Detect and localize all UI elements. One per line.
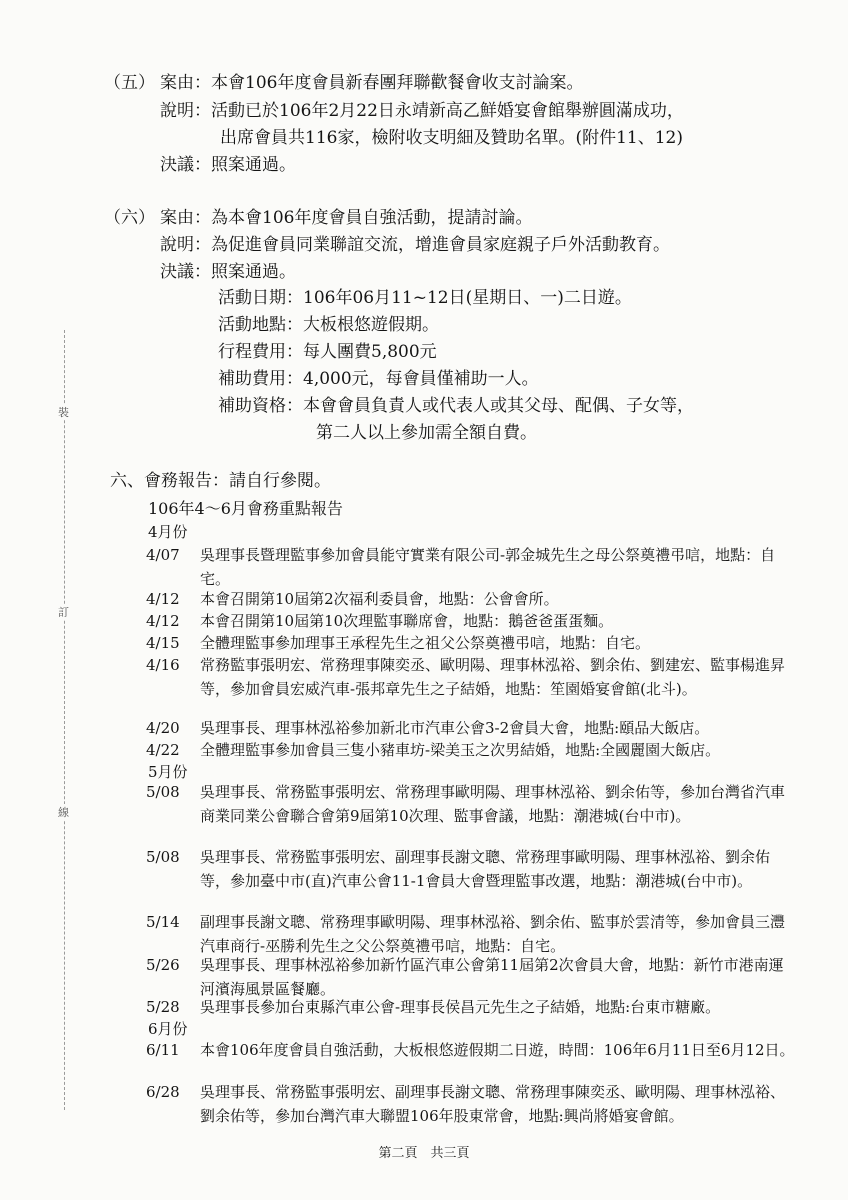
entry-text: 吳理事長、理事林泓裕參加新竹區汽車公會第11屆第2次會員大會，地點：新竹市港南運河濱海風景區餐廳。	[200, 956, 784, 998]
entry-date: 4/16	[146, 656, 180, 674]
binding-mark-ding: 訂	[58, 606, 69, 619]
report-entry	[146, 543, 796, 591]
entry-text: 常務監事張明宏、常務理事陳奕丞、歐明陽、理事林泓裕、劉余佑、劉建宏、監事楊進昇等，參加會員宏威汽車-張邦章先生之子結婚，地點：笙園婚宴會館(北斗)。	[200, 656, 786, 698]
subsidy-text: 4,000元，每會員僅補助一人。	[303, 369, 539, 389]
item-number: （五）	[104, 73, 155, 93]
activity-date-label: 活動日期：	[218, 288, 303, 308]
entry-date: 4/15	[146, 634, 180, 652]
entry-date: 6/28	[146, 1083, 180, 1101]
entry-date: 4/12	[146, 590, 180, 608]
entry-text: 吳理事長參加台東縣汽車公會-理事長侯昌元先生之子結婚，地點:台東市糖廠。	[200, 998, 721, 1016]
entry-text: 吳理事長暨理監事參加會員能守實業有限公司-郭金城先生之母公祭奠禮弔唁，地點：自宅。	[200, 546, 776, 588]
report-entry	[146, 995, 796, 1019]
report-entry	[146, 631, 796, 655]
report-entry	[146, 780, 796, 828]
trip-cost-label: 行程費用：	[218, 342, 303, 362]
explanation-text: 活動已於106年2月22日永靖新高乙鮮婚宴會館舉辦圓滿成功，	[211, 101, 684, 121]
report-entry	[146, 587, 796, 611]
report-entry	[146, 716, 796, 740]
report-entry	[146, 653, 796, 701]
report-entry	[146, 609, 796, 633]
entry-text: 副理事長謝文聰、常務理事歐明陽、理事林泓裕、劉余佑、監事於雲清等，參加會員三灃汽車商行-巫勝利先生之父公祭奠禮弔唁，地點：自宅。	[200, 913, 786, 955]
explanation-label: 說明：	[160, 235, 211, 255]
entry-date: 5/08	[146, 783, 180, 801]
report-entry	[146, 910, 796, 958]
explanation-text: 為促進會員同業聯誼交流，增進會員家庭親子戶外活動教育。	[211, 235, 670, 255]
report-entry	[146, 845, 796, 893]
case-label: 案由：	[160, 208, 211, 228]
report-entry	[146, 1038, 796, 1062]
entry-text: 全體理監事參加會員三隻小豬車坊-梁美玉之次男結婚，地點:全國麗園大飯店。	[200, 741, 721, 759]
month-may: 5月份	[148, 763, 188, 781]
case-text: 本會106年度會員新春團拜聯歡餐會收支討論案。	[211, 73, 584, 93]
explanation-text-cont: 出席會員共116家，檢附收支明細及贊助名單。(附件11、12)	[220, 128, 683, 148]
month-april: 4月份	[148, 523, 188, 541]
report-subheading: 106年4～6月會務重點報告	[148, 499, 343, 518]
activity-date-text: 106年06月11~12日(星期日、一)二日遊。	[303, 288, 632, 308]
binding-mark-zhuang: 裝	[58, 406, 69, 419]
entry-text: 吳理事長、常務監事張明宏、常務理事歐明陽、理事林泓裕、劉余佑等，參加台灣省汽車商業同業公會聯合會第9屆第10次理、監事會議，地點：潮港城(台中市)。	[200, 783, 786, 825]
month-june: 6月份	[148, 1020, 188, 1038]
explanation-label: 說明：	[160, 101, 211, 121]
entry-date: 4/20	[146, 719, 180, 737]
entry-text: 吳理事長、常務監事張明宏、副理事長謝文聰、常務理事陳奕丞、歐明陽、理事林泓裕、劉余佑等，參加台灣汽車大聯盟106年股東常會，地點:興尚將婚宴會館。	[200, 1083, 786, 1125]
resolution-text: 照案通過。	[211, 262, 296, 282]
report-entry	[146, 738, 796, 762]
subsidy-label: 補助費用：	[218, 369, 303, 389]
trip-cost-text: 每人團費5,800元	[303, 342, 437, 362]
case-label: 案由：	[160, 73, 211, 93]
page-footer: 第二頁 共三頁	[378, 1146, 470, 1161]
entry-date: 6/11	[146, 1041, 180, 1059]
entry-date: 5/08	[146, 848, 180, 866]
binding-line	[64, 330, 65, 1110]
report-entry	[146, 953, 796, 1001]
activity-location-text: 大板根悠遊假期。	[303, 315, 439, 335]
entry-text: 本會召開第10屆第10次理監事聯席會，地點：鵝爸爸蛋蛋麵。	[200, 612, 614, 630]
entry-text: 本會106年度會員自強活動，大板根悠遊假期二日遊，時間：106年6月11日至6月12日。	[200, 1041, 795, 1059]
binding-mark-xian: 線	[58, 806, 69, 819]
entry-text: 吳理事長、理事林泓裕參加新北市汽車公會3-2會員大會，地點:頤品大飯店。	[200, 719, 710, 737]
report-heading: 六、會務報告：請自行參閱。	[110, 471, 331, 491]
resolution-text: 照案通過。	[211, 155, 296, 175]
resolution-label: 決議：	[160, 155, 211, 175]
entry-date: 5/26	[146, 956, 180, 974]
eligibility-label: 補助資格：	[218, 396, 303, 416]
eligibility-text: 本會會員負責人或代表人或其父母、配偶、子女等，	[303, 396, 694, 416]
entry-text: 全體理監事參加理事王承程先生之祖父公祭奠禮弔唁，地點：自宅。	[200, 634, 651, 652]
resolution-label: 決議：	[160, 262, 211, 282]
entry-date: 4/12	[146, 612, 180, 630]
eligibility-text-cont: 第二人以上參加需全額自費。	[316, 423, 537, 443]
entry-date: 5/28	[146, 998, 180, 1016]
entry-text: 吳理事長、常務監事張明宏、副理事長謝文聰、常務理事歐明陽、理事林泓裕、劉余佑等，參加臺中市(直)汽車公會11-1會員大會暨理監事改選，地點：潮港城(台中市)。	[200, 848, 771, 890]
entry-text: 本會召開第10屆第2次福利委員會，地點：公會會所。	[200, 590, 559, 608]
entry-date: 4/22	[146, 741, 180, 759]
case-text: 為本會106年度會員自強活動，提請討論。	[211, 208, 533, 228]
activity-location-label: 活動地點：	[218, 315, 303, 335]
report-entry	[146, 1080, 796, 1128]
entry-date: 5/14	[146, 913, 180, 931]
item-number: （六）	[104, 208, 155, 228]
entry-date: 4/07	[146, 546, 180, 564]
